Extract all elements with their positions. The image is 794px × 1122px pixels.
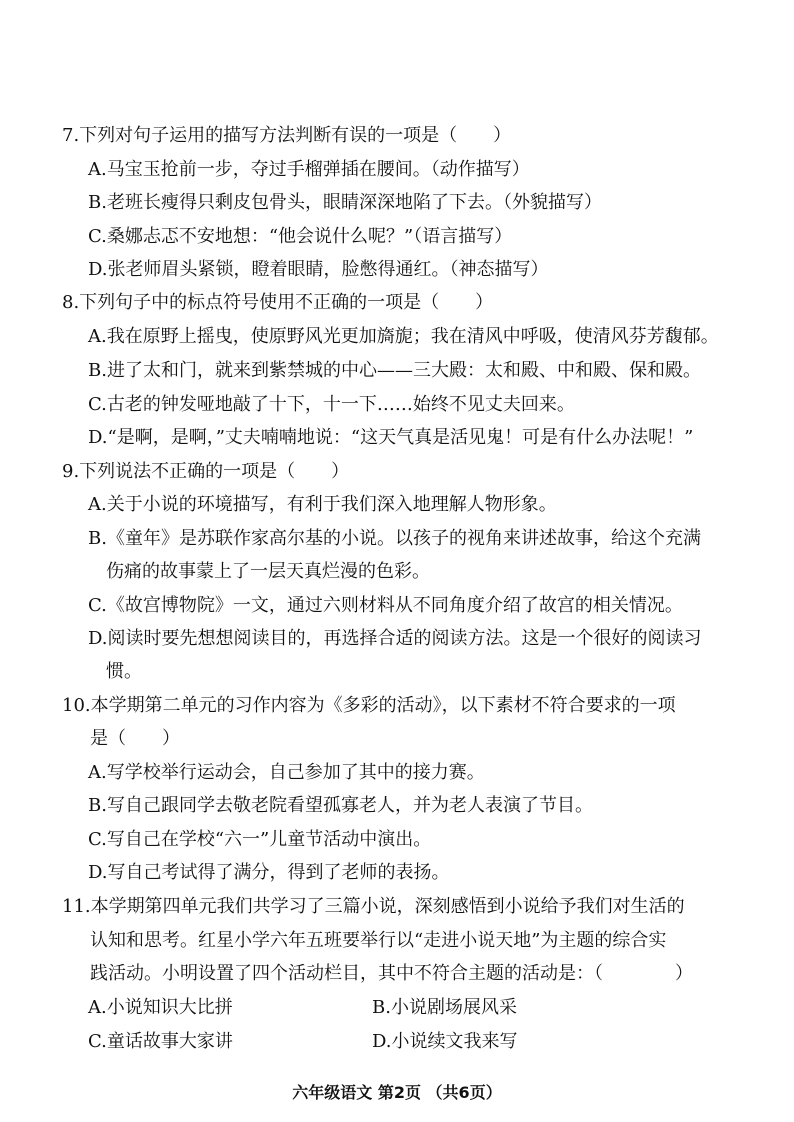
question-9-option-d-continued: 惯。 (106, 661, 142, 682)
question-9-option-c: C.《故宫博物院》一文，通过六则材料从不同角度介绍了故宫的相关情况。 (88, 595, 683, 616)
question-8-stem: 8.下列句子中的标点符号使用不正确的一项是（ ） (62, 292, 494, 313)
question-8-option-a: A.我在原野上摇曳，使原野风光更加旖旎；我在清风中呼吸，使清风芬芳馥郁。 (88, 326, 719, 347)
question-8-option-d: D.“是啊，是啊，”丈夫喃喃地说：“这天气真是活见鬼！可是有什么办法呢！” (88, 427, 694, 448)
question-9-stem: 9.下列说法不正确的一项是（ ） (62, 461, 350, 482)
question-11-stem: 11.本学期第四单元我们共学习了三篇小说，深刻感悟到小说给予我们对生活的 (62, 896, 685, 917)
question-8-option-b: B.进了太和门，就来到紫禁城的中心——三大殿：太和殿、中和殿、保和殿。 (88, 360, 701, 381)
question-11-option-a: A.小说知识大比拼 (88, 997, 233, 1018)
question-11-stem-line-3: 践活动。小明设置了四个活动栏目，其中不符合主题的活动是：（ ） (90, 963, 693, 984)
question-9-option-d: D.阅读时要先想想阅读目的，再选择合适的阅读方法。这是一个很好的阅读习 (88, 628, 702, 649)
question-7-stem: 7.下列对句子运用的描写方法判断有误的一项是（ ） (62, 125, 512, 146)
question-7-option-b: B.老班长瘦得只剩皮包骨头，眼睛深深地陷了下去。（外貌描写） (88, 192, 602, 213)
question-9-option-a: A.关于小说的环境描写，有利于我们深入地理解人物形象。 (88, 494, 557, 515)
question-7-option-c: C.桑娜忐忑不安地想：“他会说什么呢？”（语言描写） (88, 226, 513, 247)
question-11-option-d: D.小说续文我来写 (372, 1031, 518, 1052)
question-9-option-b-continued: 伤痛的故事蒙上了一层天真烂漫的色彩。 (106, 561, 430, 582)
page-footer: 六年级语文 第2页 （共6页） (292, 1083, 502, 1102)
question-10-option-c: C.写自己在学校“六一”儿童节活动中演出。 (88, 829, 432, 850)
question-10-option-b: B.写自己跟同学去敬老院看望孤寡老人，并为老人表演了节目。 (88, 795, 593, 816)
question-7-option-a: A.马宝玉抢前一步，夺过手榴弹插在腰间。（动作描写） (88, 159, 530, 180)
question-11-option-c: C.童话故事大家讲 (88, 1031, 233, 1052)
question-10-option-a: A.写学校举行运动会，自己参加了其中的接力赛。 (88, 762, 485, 783)
question-10-option-d: D.写自己考试得了满分，得到了老师的表扬。 (88, 862, 450, 883)
question-11-stem-line-2: 认知和思考。红星小学六年五班要举行以“走进小说天地”为主题的综合实 (90, 930, 667, 951)
question-10-stem: 10.本学期第二单元的习作内容为《多彩的活动》，以下素材不符合要求的一项 (62, 695, 676, 716)
question-7-option-d: D.张老师眉头紧锁，瞪着眼睛，脸憋得通红。（神态描写） (88, 259, 549, 280)
question-8-option-c: C.古老的钟发哑地敲了十下，十一下……始终不见丈夫回来。 (88, 394, 575, 415)
question-10-stem-continued: 是（ ） (90, 728, 180, 749)
question-11-option-b: B.小说剧场展风采 (372, 997, 517, 1018)
question-9-option-b: B.《童年》是苏联作家高尔基的小说。以孩子的视角来讲述故事，给这个充满 (88, 528, 701, 549)
